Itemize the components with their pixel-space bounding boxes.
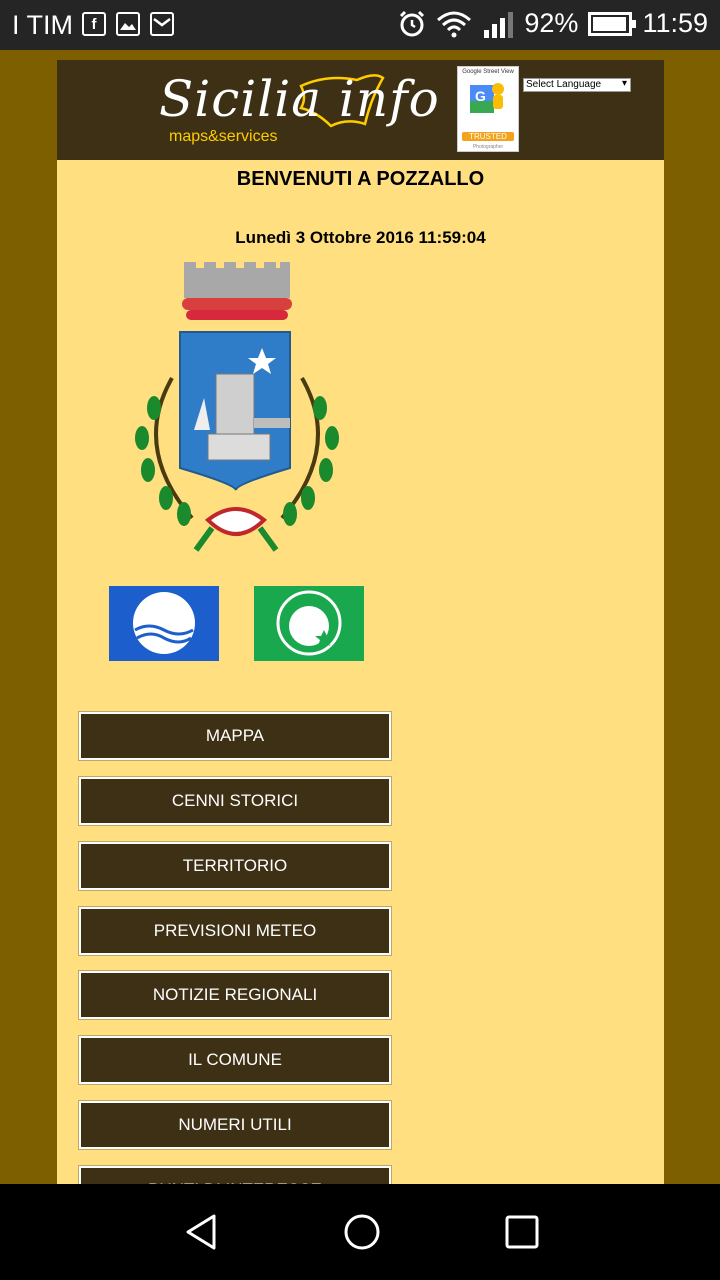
gallery-icon bbox=[116, 12, 140, 36]
menu-button-cenni-storici[interactable]: CENNI STORICI bbox=[79, 777, 391, 825]
site-header bbox=[57, 60, 664, 160]
blue-flag-award bbox=[109, 586, 219, 661]
clock: 11:59 bbox=[642, 8, 708, 38]
web-page bbox=[57, 60, 664, 1184]
coat-of-arms-image bbox=[112, 258, 362, 558]
svg-text:G: G bbox=[475, 88, 486, 104]
badge-foot: Photographer bbox=[472, 144, 504, 150]
page-title: BENVENUTI A POZZALLO bbox=[236, 168, 485, 190]
status-right bbox=[398, 8, 708, 39]
navigation-bar bbox=[0, 1184, 720, 1280]
recents-icon[interactable] bbox=[502, 1212, 542, 1252]
menu-button-territorio[interactable]: TERRITORIO bbox=[79, 842, 391, 890]
carrier-name: I TIM bbox=[12, 10, 74, 40]
menu-button-il-comune[interactable]: IL COMUNE bbox=[79, 1036, 391, 1084]
gmail-icon bbox=[150, 12, 174, 36]
alarm-icon bbox=[398, 10, 426, 38]
menu-button-previsioni-meteo[interactable]: PREVISIONI METEO bbox=[79, 907, 391, 955]
site-logo-subtitle: maps&services bbox=[169, 128, 278, 145]
current-datetime: Lunedì 3 Ottobre 2016 11:59:04 bbox=[235, 228, 486, 247]
menu-button-numeri-utili[interactable]: NUMERI UTILI bbox=[79, 1101, 391, 1149]
status-bar bbox=[0, 0, 720, 50]
menu-button-mappa[interactable]: MAPPA bbox=[79, 712, 391, 760]
site-logo[interactable]: Sicilia info bbox=[159, 70, 440, 128]
back-icon[interactable] bbox=[182, 1212, 222, 1252]
wifi-icon bbox=[436, 10, 472, 38]
battery-percent: 92% bbox=[524, 8, 579, 38]
notification-icons bbox=[82, 12, 174, 36]
green-flag-award bbox=[254, 586, 364, 661]
street-view-icon bbox=[468, 79, 508, 119]
home-icon[interactable] bbox=[342, 1212, 382, 1252]
signal-icon bbox=[482, 10, 514, 38]
badge-label: TRUSTED bbox=[462, 132, 514, 141]
street-view-badge[interactable] bbox=[457, 66, 519, 152]
menu-button-notizie-regionali[interactable]: NOTIZIE REGIONALI bbox=[79, 971, 391, 1019]
badge-top-text: Google Street View bbox=[462, 69, 514, 75]
battery-level bbox=[593, 17, 626, 31]
facebook-icon: f bbox=[82, 12, 106, 36]
battery-icon bbox=[588, 12, 632, 36]
language-select[interactable]: Select Language ▾ bbox=[523, 78, 631, 92]
